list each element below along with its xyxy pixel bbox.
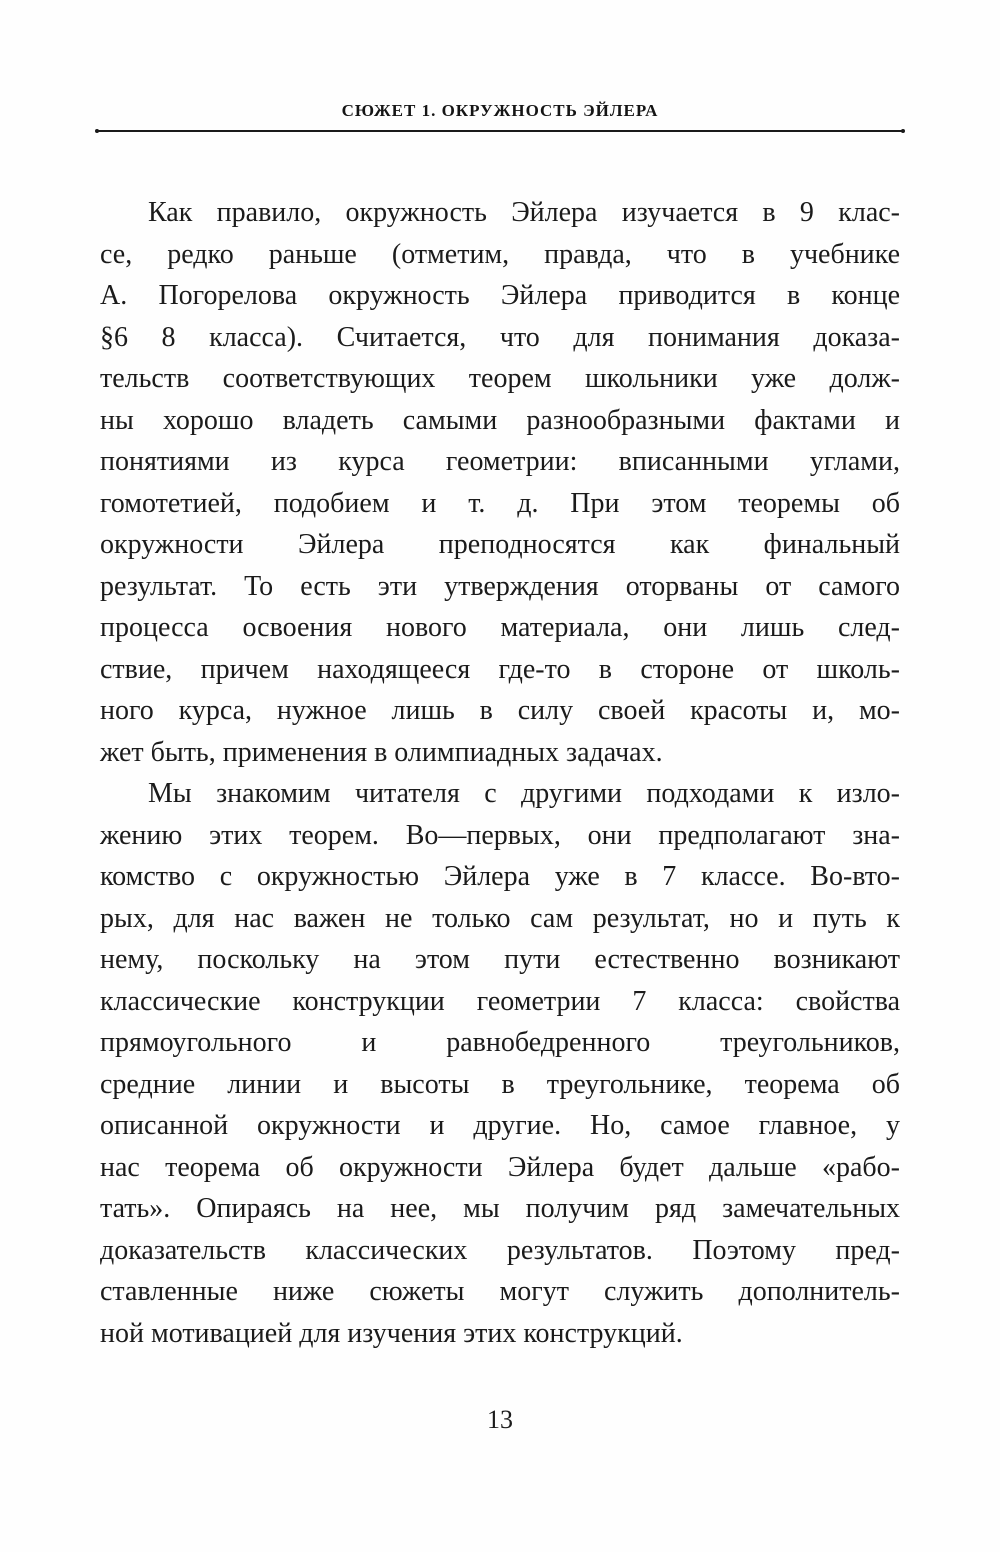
text-line: жет быть, применения в олимпиадных задачах. xyxy=(100,736,663,768)
text-line: понятиями из курса геометрии: вписанными углами, xyxy=(100,446,900,477)
text-line: ны хорошо владеть самыми разнообразными фактами и xyxy=(100,404,900,436)
text-line: се, редко раньше (отметим, правда, что в учебнике xyxy=(100,238,900,270)
paragraph-2 xyxy=(100,773,900,1354)
running-head: СЮЖЕТ 1. ОКРУЖНОСТЬ ЭЙЛЕРА xyxy=(341,101,659,120)
text-line: результат. То есть эти утверждения оторваны от самого xyxy=(100,570,900,602)
page-number: 13 xyxy=(487,1405,513,1434)
text-line: Мы знакомим читателя с другими подходами к изло- xyxy=(148,778,900,809)
text-line: комство с окружностью Эйлера уже в 7 классе. Во-вто- xyxy=(100,861,900,892)
rule-end-dot-left xyxy=(95,129,99,133)
header-rule xyxy=(97,130,903,132)
text-line: средние линии и высоты в треугольнике, теорема об xyxy=(100,1068,900,1100)
text-line: ставленные ниже сюжеты могут служить дополнитель- xyxy=(100,1276,900,1307)
text-line: тельств соответствующих теорем школьники уже долж- xyxy=(100,363,900,394)
text-line: окружности Эйлера преподносятся как финальный xyxy=(100,529,900,560)
text-line: А. Погорелова окружность Эйлера приводится в конце xyxy=(100,280,900,311)
text-line: ствие, причем находящееся где-то в стороне от школь- xyxy=(100,653,900,685)
text-line: рых, для нас важен не только сам результат, но и путь к xyxy=(100,902,900,934)
text-line: процесса освоения нового материала, они лишь след- xyxy=(100,612,900,643)
text-line: классические конструкции геометрии 7 класса: свойства xyxy=(100,985,900,1017)
text-line: ной мотивацией для изучения этих конструкций. xyxy=(100,1317,683,1349)
text-line: жению этих теорем. Во—первых, они предполагают зна- xyxy=(100,819,900,851)
text-line: прямоугольного и равнобедренного треугольников, xyxy=(100,1027,900,1058)
text-line: нему, поскольку на этом пути естественно возникают xyxy=(100,944,900,975)
text-line: нас теорема об окружности Эйлера будет дальше «рабо- xyxy=(100,1151,900,1183)
text-line: §6 8 класса). Считается, что для понимания доказа- xyxy=(100,321,900,353)
paragraph-1 xyxy=(100,192,900,773)
text-line: тать». Опираясь на нее, мы получим ряд замечательных xyxy=(100,1193,900,1224)
text-line: описанной окружности и другие. Но, самое главное, у xyxy=(100,1110,900,1141)
text-line: ного курса, нужное лишь в силу своей красоты и, мо- xyxy=(100,695,900,726)
text-line: Как правило, окружность Эйлера изучается в 9 клас- xyxy=(148,197,900,228)
text-line: доказательств классических результатов. Поэтому пред- xyxy=(100,1234,900,1266)
text-line: гомотетией, подобием и т. д. При этом теоремы об xyxy=(100,487,900,519)
rule-end-dot-right xyxy=(901,129,905,133)
page-body xyxy=(100,192,900,1354)
